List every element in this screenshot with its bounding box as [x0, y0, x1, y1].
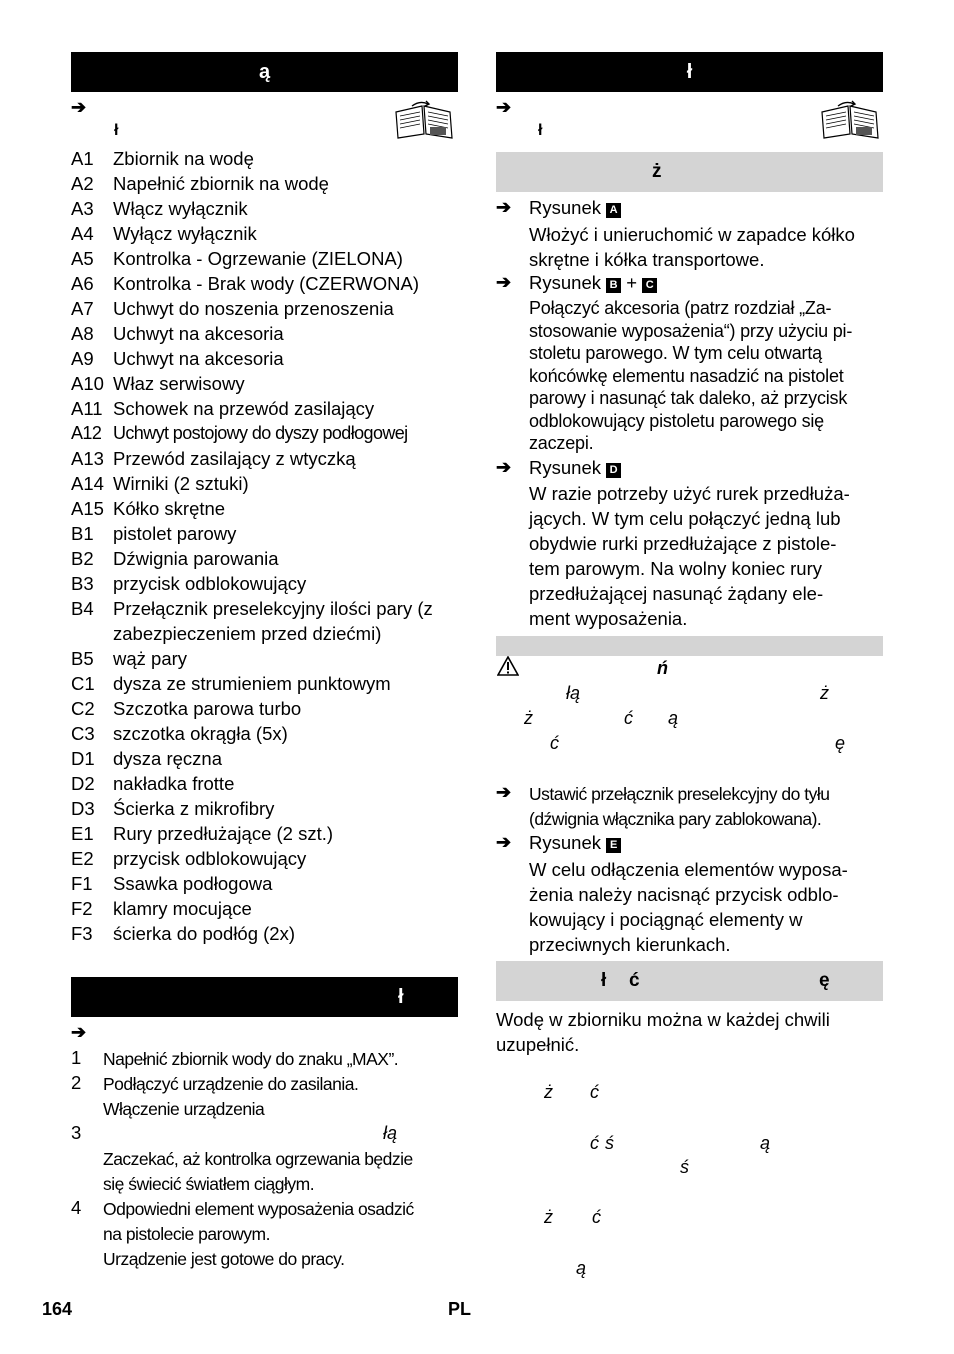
left-column-section2 — [71, 977, 458, 1017]
legend-code: A9 — [71, 348, 94, 369]
legend-item — [71, 646, 187, 671]
legend-item — [71, 371, 245, 396]
refill-fragment: ś — [605, 1133, 614, 1153]
step-number: 2 — [71, 1072, 82, 1093]
legend-label: Rury przedłużające (2 szt.) — [113, 823, 334, 844]
step-number: 3 — [71, 1122, 82, 1143]
section-header-startup: ł — [71, 977, 458, 1017]
legend-label: Zbiornik na wodę — [113, 148, 254, 169]
step-line: się świecić światłem ciągłym. — [103, 1174, 315, 1194]
legend-item — [71, 546, 279, 571]
legend-item — [71, 746, 222, 771]
warning-fragment: ę — [835, 733, 846, 753]
legend-label: Kontrolka - Ogrzewanie (ZIELONA) — [113, 248, 403, 269]
legend-item — [71, 571, 306, 596]
legend-label: szczotka okrągła (5x) — [113, 723, 288, 744]
refill-fragment: ż — [544, 1207, 553, 1227]
legend-label: Ścierka z mikrofibry — [113, 798, 275, 819]
legend-code: A6 — [71, 273, 94, 294]
legend-label: Napełnić zbiornik na wodę — [113, 173, 329, 194]
legend-item — [71, 271, 419, 296]
arrow-icon: ➔ — [496, 457, 512, 477]
refill-fragment: ą — [576, 1258, 587, 1278]
legend-label: Wyłącz wyłącznik — [113, 223, 257, 244]
legend-label: Schowek na przewód zasilający — [113, 398, 375, 419]
legend-label: Włącz wyłącznik — [113, 198, 248, 219]
legend-code: B2 — [71, 548, 94, 569]
step-text — [103, 1147, 413, 1197]
legend-code: D2 — [71, 773, 95, 794]
refill-fragment: ż — [544, 1082, 553, 1102]
legend-code: F3 — [71, 923, 93, 944]
section-header-device-elements: ą — [71, 52, 458, 92]
legend-label: Dźwignia parowania — [113, 548, 279, 569]
figure-bc-text: Połączyć akcesoria (patrz rozdział „Za- stosowanie wyposażenia“) przy użyciu pi- stoletu parowego. W tym celu otwartą końcówkę elementu nasadzić na pistolet parowy i nasunąć tak daleko, aż przycisk odblokowujący pistoletu parowego się zaczepi. — [529, 298, 853, 453]
step-text — [103, 1072, 358, 1122]
arrow-icon: ➔ — [496, 97, 512, 117]
legend-label: dysza ręczna — [113, 748, 222, 769]
legend-item — [71, 696, 301, 721]
legend-code: E2 — [71, 848, 94, 869]
legend-code: A13 — [71, 448, 104, 469]
refill-fragment: ś — [680, 1157, 689, 1177]
figure-bc-label: Rysunek B + C — [529, 272, 657, 295]
warning-fragment: ż — [820, 683, 829, 703]
arrow-icon: ➔ — [496, 782, 512, 802]
legend-item — [71, 796, 274, 821]
legend-label: Uchwyt na akcesoria — [113, 348, 284, 369]
left-column — [71, 52, 458, 92]
legend-item — [71, 246, 403, 271]
legend-item — [71, 871, 272, 896]
warning-fragment: ć — [624, 708, 633, 728]
legend-code: F1 — [71, 873, 93, 894]
legend-code: A15 — [71, 498, 104, 519]
legend-item — [71, 146, 254, 171]
preselect-step-text: Ustawić przełącznik preselekcyjny do tyłu (dźwignia włącznika pary zablokowana). — [529, 784, 830, 829]
page-number: 164 — [42, 1299, 73, 1319]
legend-label: wąż pary — [113, 648, 188, 669]
step-line: Podłączyć urządzenie do zasilania. — [103, 1074, 359, 1094]
section-header-operation: ł — [496, 52, 883, 92]
legend-item — [71, 396, 374, 421]
step-text — [103, 1047, 398, 1072]
refill-fragment: ć — [592, 1207, 601, 1227]
legend-code: B5 — [71, 648, 94, 669]
figure-b-box: B — [606, 278, 621, 293]
legend-label: Szczotka parowa turbo — [113, 698, 302, 719]
legend-code: F2 — [71, 898, 93, 919]
legend-item — [71, 421, 408, 446]
step-number: 1 — [71, 1047, 82, 1068]
legend-item — [71, 846, 306, 871]
legend-label: Uchwyt do noszenia przenoszenia — [113, 298, 394, 319]
refill-fragment: ć — [590, 1133, 599, 1153]
legend-label: zabezpieczeniem przed dziećmi) — [113, 623, 382, 644]
intro-fragment: ł — [114, 122, 119, 139]
legend-item — [71, 446, 356, 471]
legend-label: pistolet parowy — [113, 523, 237, 544]
legend-item — [71, 596, 433, 621]
warning-icon — [497, 656, 519, 676]
figure-d-box: D — [606, 463, 621, 478]
subsection-header-disassembly — [496, 636, 883, 656]
legend-label: Kółko skrętne — [113, 498, 226, 519]
legend-label: Uchwyt na akcesoria — [113, 323, 284, 344]
legend-item — [71, 771, 234, 796]
legend-label: Przełącznik preselekcyjny ilości pary (z — [113, 598, 433, 619]
arrow-icon: ➔ — [496, 832, 512, 852]
legend-code: C2 — [71, 698, 95, 719]
subsection-header-assembly: ż — [496, 152, 883, 192]
legend-item — [71, 921, 295, 946]
legend-item — [71, 671, 391, 696]
legend-code: B4 — [71, 598, 94, 619]
arrow-icon: ➔ — [496, 197, 512, 217]
legend-code: A8 — [71, 323, 94, 344]
refill-text: Wodę w zbiorniku można w każdej chwili uzupełnić. — [496, 1009, 830, 1055]
legend-label: Wirniki (2 sztuki) — [113, 473, 249, 494]
step-text — [103, 1197, 414, 1272]
legend-item — [71, 171, 329, 196]
legend-item — [71, 721, 288, 746]
step-line: Zaczekać, aż kontrolka ogrzewania będzie — [103, 1149, 413, 1169]
legend-code: A11 — [71, 398, 103, 419]
legend-label: Kontrolka - Brak wody (CZERWONA) — [113, 273, 419, 294]
legend-item — [71, 821, 333, 846]
figure-d-text: W razie potrzeby użyć rurek przedłuża- jących. W tym celu połączyć jedną lub obydwie rurki przedłużające z pistole- tem parowym. Na wolny koniec rury przedłużającej nasunąć żądany ele- ment wyposażenia. — [529, 483, 850, 629]
legend-code: A14 — [71, 473, 104, 494]
legend-code: A12 — [71, 423, 102, 443]
warning-fragment: ż — [524, 708, 533, 728]
warning-fragment: ą — [668, 708, 679, 728]
legend-label: ścierka do podłóg (2x) — [113, 923, 296, 944]
step-number: 4 — [71, 1197, 82, 1218]
figure-e-text: W celu odłączenia elementów wyposa- żenia należy nacisnąć przycisk odblo- kowujący i pociągnąć elementy w przeciwnych kierunkach. — [529, 859, 848, 955]
legend-item — [71, 471, 249, 496]
legend-label: klamry mocujące — [113, 898, 252, 919]
right-column — [496, 52, 883, 92]
step-line: na pistolecie parowym. — [103, 1224, 270, 1244]
step-fragment: łą — [383, 1123, 398, 1143]
legend-label: Przewód zasilający z wtyczką — [113, 448, 356, 469]
legend-code: E1 — [71, 823, 94, 844]
legend-code: B1 — [71, 523, 94, 544]
legend-code: B3 — [71, 573, 94, 594]
legend-item — [71, 196, 248, 221]
legend-label: dysza ze strumieniem punktowym — [113, 673, 391, 694]
legend-code: C3 — [71, 723, 95, 744]
legend-label: przycisk odblokowujący — [113, 573, 307, 594]
legend-code: A1 — [71, 148, 94, 169]
legend-label: nakładka frotte — [113, 773, 235, 794]
refill-fragment: ą — [760, 1133, 771, 1153]
arrow-icon: ➔ — [71, 97, 87, 117]
subsection-header-refill: ł ć ę — [496, 961, 883, 1001]
step-line: Włączenie urządzenia — [103, 1099, 265, 1119]
legend-code: A5 — [71, 248, 94, 269]
legend-code: C1 — [71, 673, 95, 694]
step-line: Napełnić zbiornik wody do znaku „MAX”. — [103, 1049, 399, 1069]
legend-code: A7 — [71, 298, 94, 319]
warning-fragment: ń — [657, 658, 668, 678]
warning-fragment: ć — [550, 733, 559, 753]
step-line: Urządzenie jest gotowe do pracy. — [103, 1249, 345, 1269]
legend-code: A3 — [71, 198, 94, 219]
figure-c-box: C — [642, 278, 657, 293]
refill-fragment: ć — [590, 1082, 599, 1102]
intro-fragment: ł — [538, 122, 543, 139]
figure-d-label: Rysunek D — [529, 457, 621, 480]
legend-item — [71, 521, 236, 546]
legend-item — [71, 496, 225, 521]
legend-item — [71, 621, 381, 646]
figure-a-label: Rysunek A — [529, 197, 621, 220]
legend-item — [71, 221, 257, 246]
legend-code: A4 — [71, 223, 94, 244]
legend-code: D3 — [71, 798, 95, 819]
figure-e-label: Rysunek E — [529, 832, 621, 855]
legend-item — [71, 896, 252, 921]
legend-item — [71, 346, 284, 371]
language-code: PL — [448, 1299, 472, 1319]
arrow-icon: ➔ — [71, 1022, 87, 1042]
step-line: Odpowiedni element wyposażenia osadzić — [103, 1199, 414, 1219]
legend-code: A10 — [71, 373, 104, 394]
legend-code: D1 — [71, 748, 95, 769]
legend-item — [71, 321, 284, 346]
arrow-icon: ➔ — [496, 272, 512, 292]
legend-label: Ssawka podłogowa — [113, 873, 273, 894]
legend-item — [71, 296, 394, 321]
legend-code: A2 — [71, 173, 94, 194]
legend-label: Uchwyt postojowy do dyszy podłogowej — [113, 423, 408, 443]
manual-book-icon — [392, 100, 456, 140]
manual-book-icon — [818, 100, 882, 140]
figure-a-box: A — [606, 203, 621, 218]
legend-label: przycisk odblokowujący — [113, 848, 307, 869]
legend-label: Właz serwisowy — [113, 373, 245, 394]
figure-e-box: E — [606, 838, 621, 853]
warning-fragment: łą — [566, 683, 581, 703]
figure-a-text: Włożyć i unieruchomić w zapadce kółko skrętne i kółka transportowe. — [529, 224, 855, 270]
